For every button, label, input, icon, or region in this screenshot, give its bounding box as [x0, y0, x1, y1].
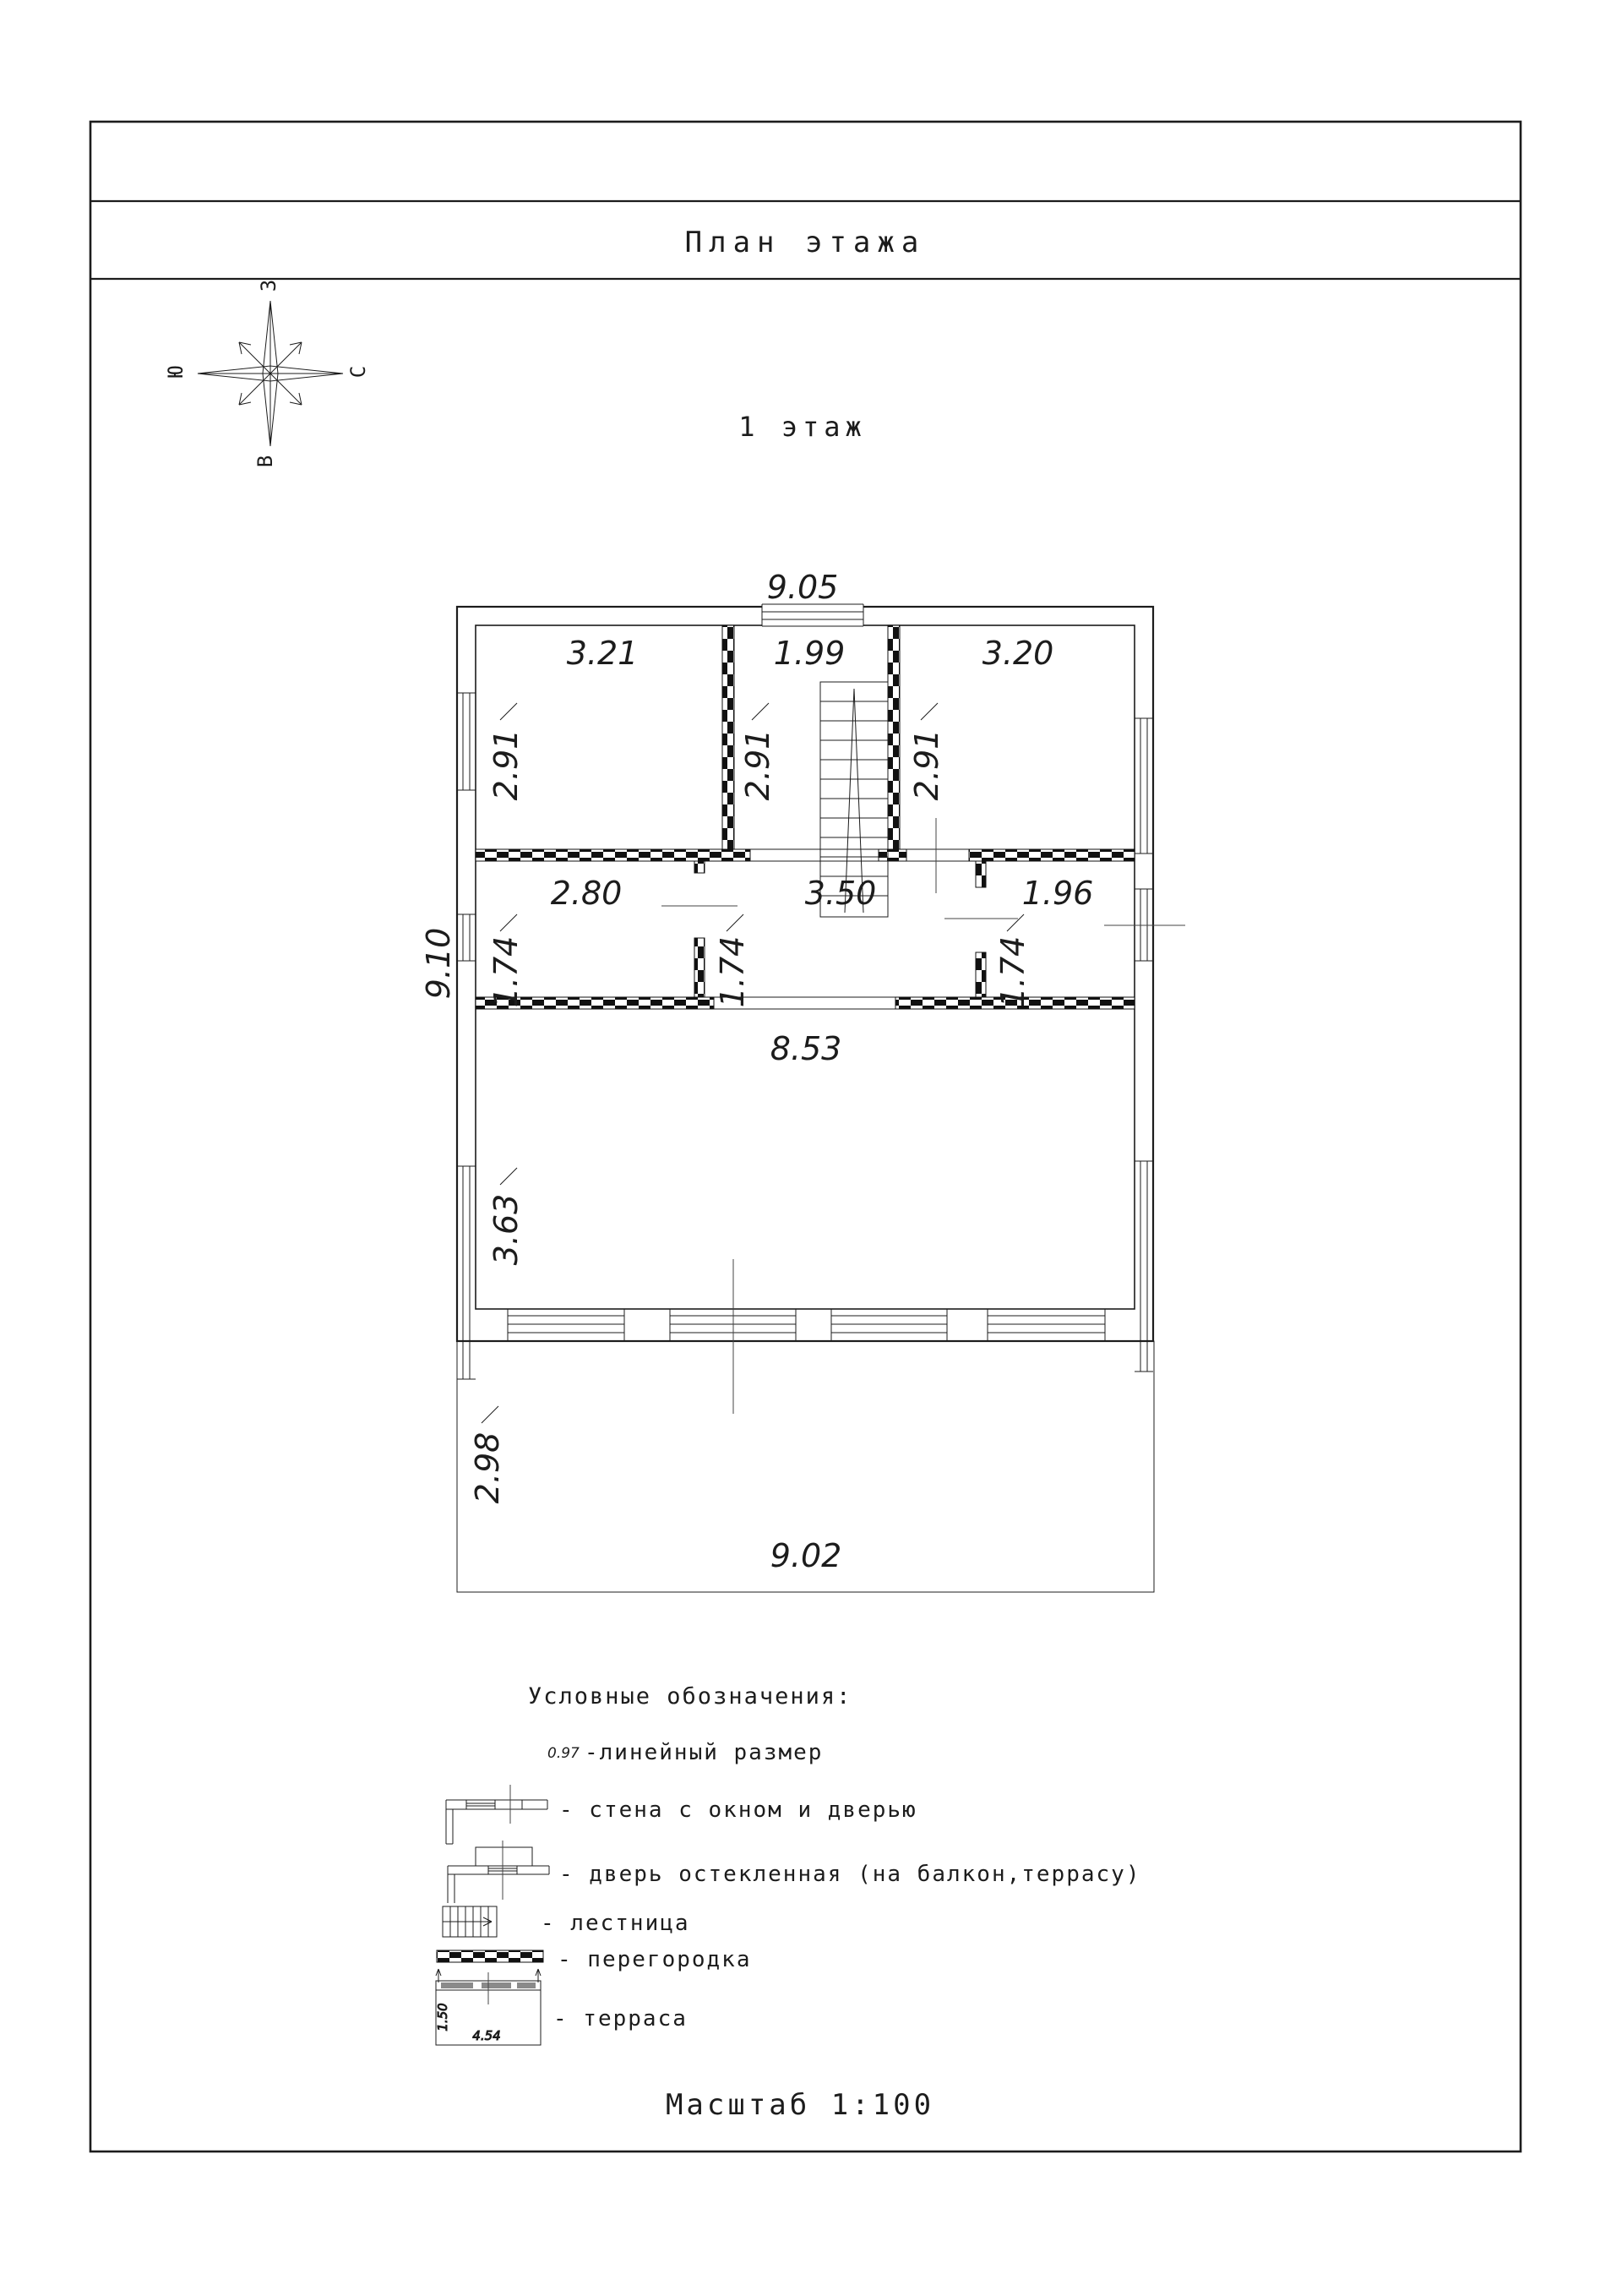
stairwell-partition-right	[888, 625, 900, 849]
partition-row-1	[476, 849, 1135, 861]
dim-room-tl-h: 2.91	[487, 728, 525, 801]
inner-wall	[476, 625, 1135, 1309]
dim-terrace-w: 9.02	[770, 1537, 842, 1574]
legend-item-4-label: - лестница	[541, 1911, 690, 1936]
dim-hall-w: 3.50	[804, 875, 877, 912]
page-title: План этажа	[684, 226, 926, 259]
legend-title: Условные обозначения:	[528, 1683, 852, 1710]
legend-item-3-label: - дверь остекленная (на балкон,террасу)	[559, 1862, 1141, 1887]
outer-wall	[457, 607, 1153, 1341]
dim-room-mr-h: 1.74	[994, 935, 1031, 1008]
legend-terrace-width: 4.54	[472, 2028, 501, 2043]
legend-stairs-symbol	[443, 1906, 497, 1937]
legend-wall-symbol	[446, 1785, 547, 1844]
dim-left-height: 9.10	[420, 927, 457, 1000]
legend-glazed-door-symbol	[448, 1841, 549, 1903]
window-right-living	[1135, 1161, 1153, 1372]
entrance-door	[762, 604, 863, 626]
compass-south-label: Ю	[164, 365, 188, 379]
dim-living-w: 8.53	[770, 1030, 842, 1067]
dimension-labels	[420, 569, 1093, 1574]
scale-label: Масштаб 1:100	[665, 2088, 935, 2122]
dim-terrace-h: 2.98	[469, 1432, 506, 1504]
dim-room-tr-h: 2.91	[908, 728, 945, 801]
floor-label: 1 этаж	[738, 411, 867, 443]
dim-hall-h: 1.74	[714, 935, 751, 1008]
dim-room-mr-w: 1.96	[1021, 875, 1094, 912]
dim-room-tl-w: 3.21	[566, 635, 639, 672]
window-left-living	[457, 1166, 476, 1379]
legend-item-6-label: - терраса	[553, 2006, 688, 2031]
legend-item-1-label: -линейный размер	[585, 1740, 824, 1765]
legend-item-2-label: - стена с окном и дверью	[559, 1797, 917, 1823]
legend-terrace-height: 1.50	[435, 2003, 450, 2031]
compass-west-label: З	[257, 279, 280, 292]
dim-room-ml-w: 2.80	[550, 875, 623, 912]
compass-north-label: С	[346, 365, 370, 379]
legend-dim-example: 0.97	[547, 1745, 580, 1762]
axis-lines	[733, 818, 1185, 1414]
dim-room-tr-w: 3.20	[982, 635, 1054, 672]
window-left-middle	[457, 914, 476, 961]
dim-living-h: 3.63	[487, 1193, 525, 1266]
legend-item-5-label: - перегородка	[558, 1947, 752, 1972]
dim-top-width: 9.05	[766, 569, 839, 606]
house-plan	[420, 569, 1185, 1592]
dim-room-ml-h: 1.74	[487, 935, 525, 1008]
glazed-wall-bottom	[476, 1309, 1135, 1341]
window-right-top	[1135, 718, 1153, 854]
legend-partition-symbol	[437, 1950, 543, 1962]
window-left-top	[457, 693, 476, 790]
partition-row-2	[476, 997, 1135, 1009]
dim-stair-w: 1.99	[773, 635, 846, 672]
compass-rose	[164, 280, 370, 467]
stairwell-partition-left	[722, 625, 734, 849]
legend-terrace-symbol	[435, 1969, 541, 2045]
legend	[435, 1683, 1140, 2045]
compass-east-label: В	[253, 455, 277, 468]
dimension-ticks	[482, 703, 1024, 1423]
dim-stair-h: 2.91	[739, 728, 776, 801]
